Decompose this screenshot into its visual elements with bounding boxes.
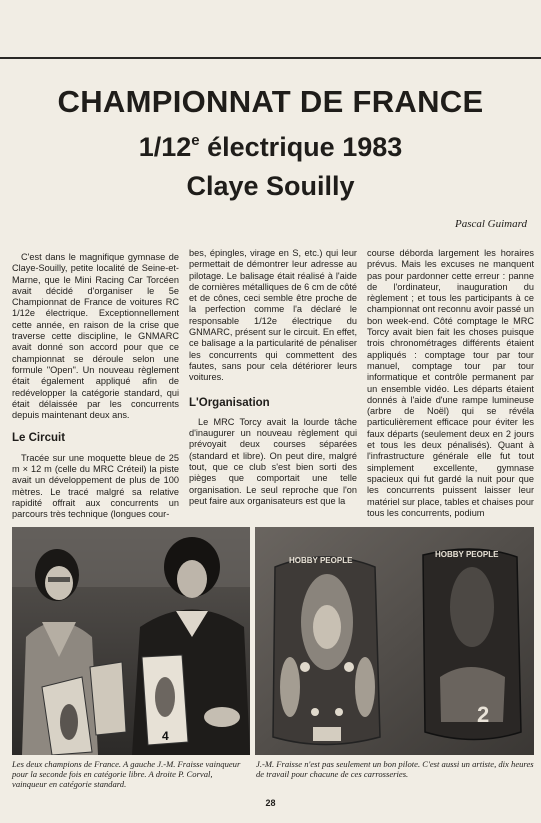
column-3	[367, 248, 534, 519]
caption-left: Les deux champions de France. A gauche J.-M. Fraisse vainqueur pour la seconde fois en catégorie libre. A droite P. Corval, vainqueur en catégorie standard.	[12, 759, 241, 790]
col2-paragraph-1: bes, épingles, virage en S, etc.) qui leur permettait de démontrer leur adresse au pilotage. Le balisage était réalisé à l'aide de cornières métalliques de 6 cm de côté et de cônes, ceci semble être proche de la perfection comme l'a déclaré le responsable 1/12e électrique du GNMARC, présent sur le circuit. En effet, ce balisage a la particularité de pénaliser les concurrents qui commettent des fautes, sans pour cela détériorer leurs voitures.	[189, 248, 357, 383]
subtitle-prefix: 1/12	[138, 132, 192, 162]
top-rule	[0, 57, 541, 59]
section-heading-organisation: L'Organisation	[189, 396, 270, 409]
photo-car-bodies	[255, 527, 534, 755]
section-heading-circuit: Le Circuit	[12, 432, 66, 445]
photo-champions-image	[12, 527, 250, 755]
page-number: 28	[265, 798, 276, 808]
car-number-2: 2	[477, 702, 490, 727]
subtitle-sup: e	[191, 132, 200, 149]
car-number-4: 4	[162, 729, 169, 743]
author-byline: Pascal Guimard	[454, 218, 527, 230]
photo-car-bodies-image	[255, 527, 534, 755]
body-text-right: HOBBY PEOPLE	[435, 550, 499, 559]
subtitle-suffix: électrique 1983	[199, 132, 403, 162]
photo-strip	[12, 527, 534, 755]
column-2	[189, 248, 357, 507]
article-title: CHAMPIONNAT DE FRANCE	[57, 84, 484, 119]
photo-champions	[12, 527, 250, 755]
caption-right: J.-M. Fraisse n'est pas seulement un bon pilote. C'est aussi un artiste, dix heures de travail pour chacune de ces carrosseries.	[256, 759, 534, 780]
col3-paragraph-1: course déborda largement les horaires prévus. Mais les excuses ne manquent pas pour pardonner cette erreur : panne de l'ordinateur, inauguration du règlement ; et tous les participants à ce championnat ont reconnu avoir passé un bon week-end. Côté comptage le MRC Torcy avait bien fait les choses puisque trois chronométrages différents étaient appliqués : comptage tour par tour manuel, comptage tour par tour informatique et contrôle permanent par un ensemble vidéo. Les départs étaient donnés à l'aide d'une rampe lumineuse (arbre de Noël) qui se révéla particulièrement efficace pour éviter les faux départs (seulement deux en 2 jours et tous les deux pénalisés). Quant à l'infrastructure générale elle fut tout simplement excellente, gymnase spacieux qui fut gardé la nuit pour que les concurrents puissent laisser leur matériel sur place, tables et chaises pour tous les concurrents, podium	[367, 248, 534, 518]
body-text-left: HOBBY PEOPLE	[289, 556, 353, 565]
col1-paragraph-1: C'est dans le magnifique gymnase de Claye-Souilly, petite localité de Seine-et-Marne, que le Mini Racing Car Torcéen avait décidé d'organiser le 5e Championnat de France de voitures RC 1/12e électrique. Exceptionnellement cette année, en raison de la crise que traverse cette discipline, le GNMARC avait donné son accord pour que ce championnat se déroule selon une formule "Open". Un nouveau règlement était également appliqué afin de redévelopper la catégorie standard, qui était délaissée par les concurrents depuis maintenant deux ans.	[12, 252, 179, 421]
article-subtitle	[0, 124, 541, 164]
article-place: Claye Souilly	[186, 171, 355, 201]
column-1	[12, 252, 179, 521]
col2-paragraph-2: Le MRC Torcy avait la lourde tâche d'inaugurer un nouveau règlement qui prévoyait deux courses séparées (standard et libre). On peut dire, malgré tout, que ce club s'est bien sorti des pièges que comportait une telle organisation. Le seul reproche que l'on peut faire aux organisateurs est que la	[189, 416, 357, 506]
col1-paragraph-2: Tracée sur une moquette bleue de 25 m × 12 m (celle du MRC Créteil) la piste avait un développement de plus de 100 mètres. Le tracé malgré sa relative rapidité offrait aux concurrents un parcours très technique (longues cour-	[12, 452, 179, 520]
title-block	[0, 84, 541, 203]
